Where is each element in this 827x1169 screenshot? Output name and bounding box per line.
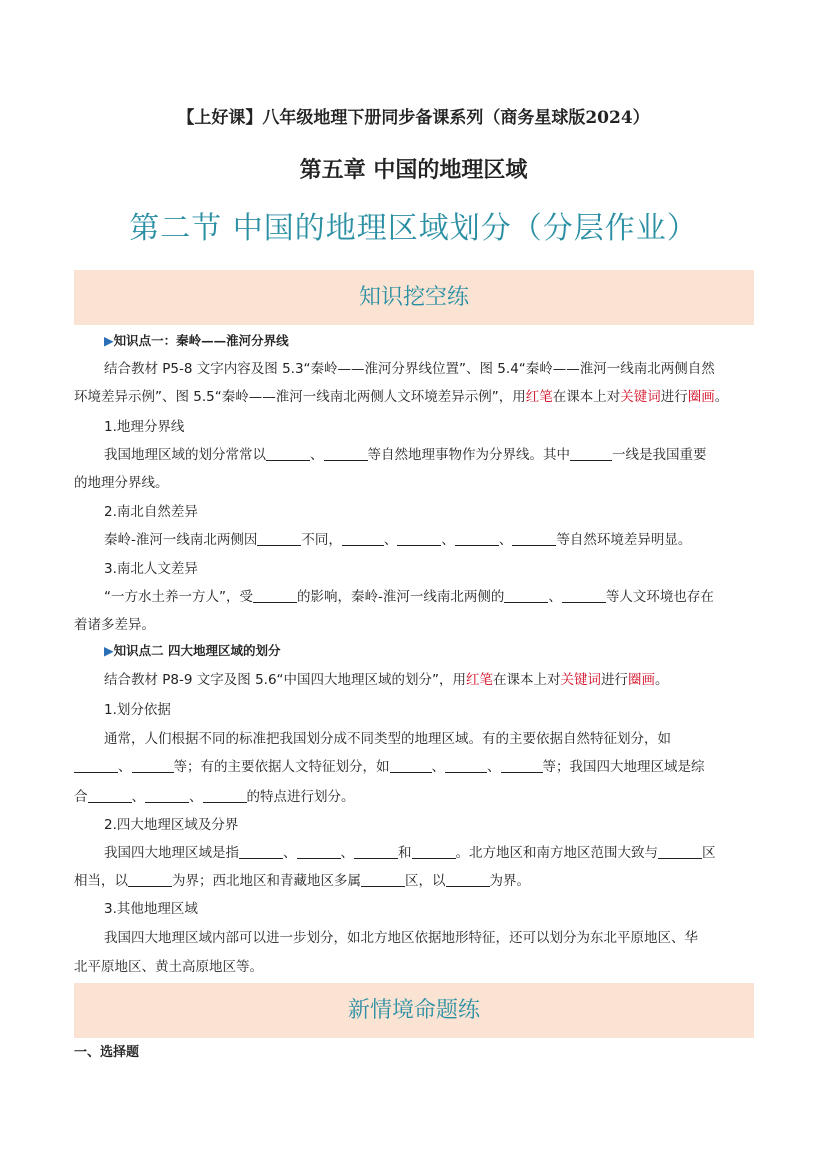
keywords-text: 关键词 [620,389,661,405]
kp1-intro-line1: 结合教材 P5-8 文字内容及图 5.3“秦岭——淮河分界线位置”、图 5.4“秦岭——淮河一线南北两侧自然 [104,361,715,377]
kp2-subtitle-1: 1.划分依据 [104,702,171,718]
triangle-marker-icon: ▶ [104,643,114,658]
blank[interactable] [412,845,456,859]
kp2-fill-line-1: 、 等；有的主要依据人文特征划分，如 、 、 等；我国四大地理区域是综 [74,755,705,775]
kp1-subtitle-1: 1.地理分界线 [104,419,185,435]
blank[interactable] [342,532,384,546]
blank[interactable] [128,873,172,887]
red-pen-text: 红笔 [525,389,553,405]
kp2-line-3b: 北平原地区、黄土高原地区等。 [74,959,263,975]
kp1-fill-line-2: 秦岭-淮河一线南北两侧因 不同， 、 、 、 等自然环境差异明显。 [104,532,692,548]
blank[interactable] [504,589,548,603]
kp2-subtitle-3: 3.其他地理区域 [104,901,198,917]
blank[interactable] [132,759,174,773]
blank[interactable] [354,845,398,859]
kp1-fill-line-1b: 的地理分界线。 [74,475,169,491]
section-band-knowledge [74,270,754,325]
kp1-subtitle-2: 2.南北自然差异 [104,504,198,520]
kp2-fill-line-1b: 合 、 、 的特点进行划分。 [74,789,355,805]
band-title: 知识挖空练 [358,285,469,310]
triangle-marker-icon: ▶ [104,333,114,348]
section-band-scenario [74,983,754,1038]
blank[interactable] [562,589,606,603]
blank[interactable] [253,589,297,603]
blank[interactable] [297,845,341,859]
kp1-fill-line-1: 我国地理区域的划分常常以 、 等自然地理事物作为分界线。其中 一线是我国重要 [104,447,707,463]
blank[interactable] [88,789,132,803]
blank[interactable] [570,447,612,461]
blank[interactable] [512,532,556,546]
question-type-heading: 一、选择题 [74,1045,140,1060]
blank[interactable] [145,789,189,803]
kp2-line-3: 我国四大地理区域内部可以进一步划分，如北方地区依据地形特征，还可以划分为东北平原地区、华 [104,930,698,946]
kp1-fill-line-3b: 着诸多差异。 [74,617,155,633]
section-title: 第二节 中国的地理区域划分（分层作业） [129,211,698,246]
blank[interactable] [390,759,432,773]
kp2-fill-line-2: 我国四大地理区域是指 、 、 和 。北方地区和南方地区范围大致与 区 [104,845,716,861]
blank[interactable] [455,532,499,546]
red-pen-text: 红笔 [466,672,494,688]
kp2-fill-line-2b: 相当，以 为界；西北地区和青藏地区多属 区，以 为界。 [74,873,530,889]
kp1-subtitle-3: 3.南北人文差异 [104,561,198,577]
kp2-intro: 结合教材 P8-9 文字及图 5.6“中国四大地理区域的划分”，用红笔在课本上对关键词进行圈画。 [104,672,669,688]
blank[interactable] [266,447,310,461]
blank[interactable] [446,873,490,887]
blank[interactable] [445,759,487,773]
kp1-intro-line2: 环境差异示例”、图 5.5“秦岭——淮河一线南北两侧人文环境差异示例”，用红笔在课本上对关键词进行圈画。 [74,389,729,405]
blank[interactable] [361,873,405,887]
chapter-title: 第五章 中国的地理区域 [299,158,528,183]
blank[interactable] [658,845,702,859]
series-title: 【上好课】八年级地理下册同步备课系列（商务星球版2024） [177,108,650,128]
kp1-fill-line-3: “一方水土养一方人”，受 的影响，秦岭-淮河一线南北两侧的 、 等人文环境也存在 [104,589,714,605]
blank[interactable] [324,447,368,461]
knowledge-point-1-title: ▶知识点一：秦岭——淮河分界线 [104,333,289,348]
blank[interactable] [397,532,441,546]
blank[interactable] [239,845,283,859]
band-title: 新情境命题练 [347,998,480,1023]
blank[interactable] [501,759,543,773]
circle-text: 圈画 [628,672,656,688]
blank[interactable] [74,759,118,773]
keywords-text: 关键词 [560,672,602,688]
blank[interactable] [203,789,247,803]
blank[interactable] [257,532,301,546]
knowledge-point-2-title: ▶知识点二 四大地理区域的划分 [104,643,281,658]
kp2-line-1: 通常，人们根据不同的标准把我国划分成不同类型的地理区域。有的主要依据自然特征划分，如 [104,731,671,747]
kp2-subtitle-2: 2.四大地理区域及分界 [104,817,239,833]
circle-text: 圈画 [687,389,715,405]
